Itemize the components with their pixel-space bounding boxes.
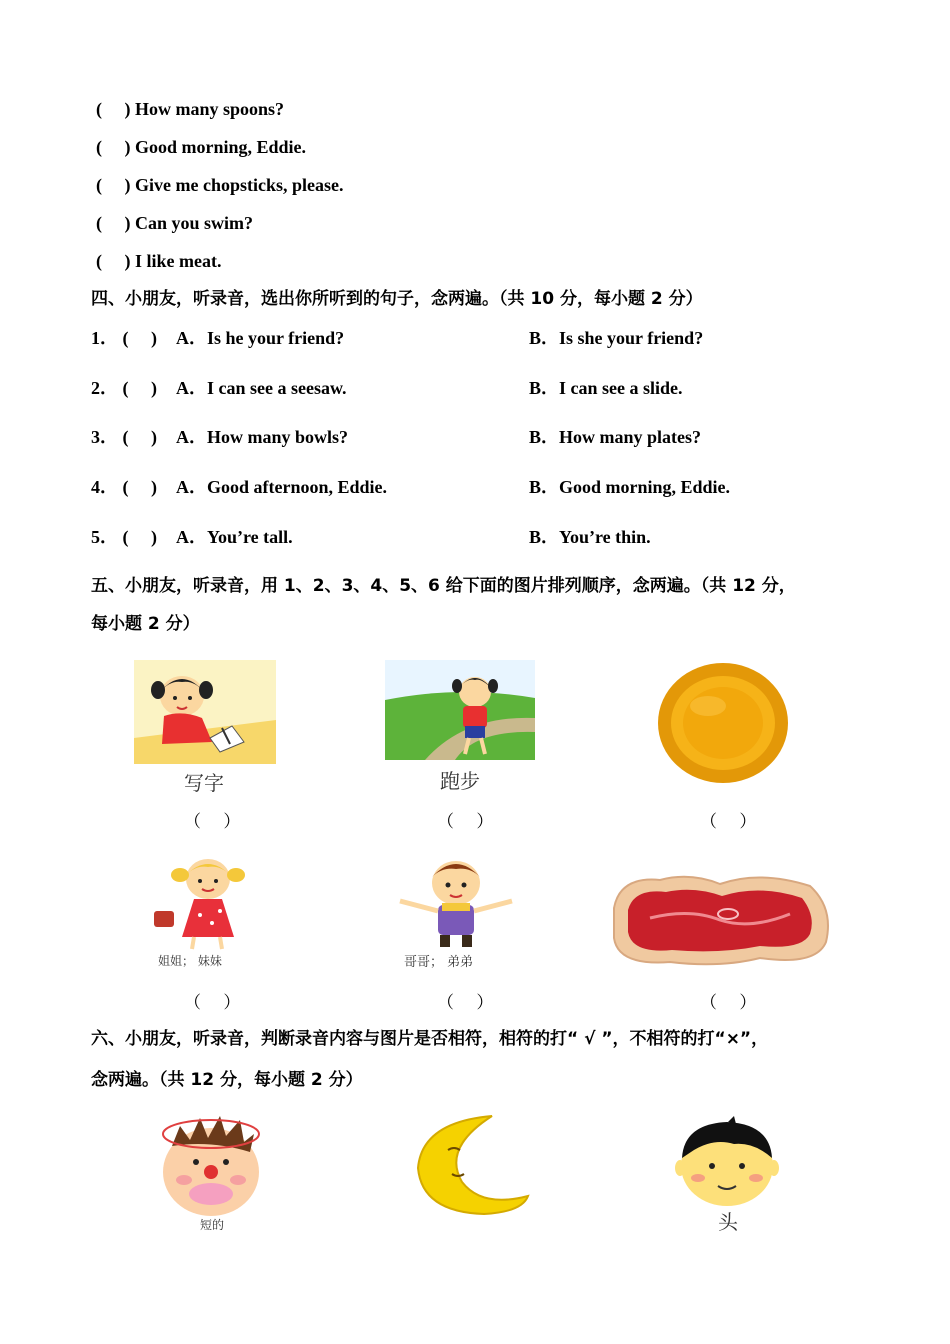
option-a: A．Is he your friend? (176, 328, 345, 348)
question-number: 4． (91, 477, 118, 497)
item-text: Give me chopsticks, please. (135, 175, 344, 195)
caption-head: 头 (718, 1210, 738, 1234)
short-hair-face-picture (158, 1112, 264, 1218)
option-a: A．How many bowls? (176, 427, 349, 447)
question-number: 2． (91, 378, 118, 398)
list-item (96, 250, 221, 272)
item-text: Good morning, Eddie. (135, 137, 307, 157)
order-blank[interactable]: （ ） (700, 812, 757, 832)
answer-blank[interactable]: ( ) (96, 251, 131, 271)
answer-blank[interactable]: ( ) (122, 328, 157, 348)
option-a: A．You’re tall. (176, 527, 293, 547)
section6-title-cont: 念两遍。（共 12 分，每小题 2 分） (91, 1070, 363, 1090)
section5-title: 五、小朋友，听录音，用 1、2、3、4、5、6 给下面的图片排列顺序，念两遍。（共 12 分， (91, 576, 796, 596)
head-picture (674, 1116, 780, 1208)
section4-title: 四、小朋友，听录音，选出你所听到的句子，念两遍。（共 10 分，每小题 2 分） (91, 289, 703, 309)
girl-sister-picture (150, 855, 260, 951)
item-text: How many spoons? (135, 99, 285, 119)
girl-writing-picture (134, 660, 276, 764)
caption-brothers: 哥哥； 弟弟 (404, 955, 474, 970)
option-b: B．Is she your friend? (529, 328, 704, 348)
option-b: B．I can see a slide. (529, 378, 683, 398)
plate-picture (656, 662, 790, 784)
question-number: 3． (91, 427, 118, 447)
item-text: I like meat. (135, 251, 222, 271)
item-text: Can you swim? (135, 213, 254, 233)
order-blank[interactable]: （ ） (437, 993, 494, 1013)
answer-blank[interactable]: ( ) (96, 213, 131, 233)
option-a: A．Good afternoon, Eddie. (176, 477, 388, 497)
meat-picture (610, 868, 832, 970)
order-blank[interactable]: （ ） (184, 993, 241, 1013)
caption-sisters: 姐姐； 妹妹 (158, 954, 222, 968)
caption-write: 写字 (184, 771, 224, 795)
question-number: 1． (91, 328, 118, 348)
boy-brother-picture (392, 855, 520, 951)
option-b: B．How many plates? (529, 427, 702, 447)
girl-running-picture (385, 660, 535, 760)
caption-run: 跑步 (440, 769, 480, 793)
option-b: B．You’re thin. (529, 527, 651, 547)
question-number: 5． (91, 527, 118, 547)
section6-title: 六、小朋友，听录音，判断录音内容与图片是否相符，相符的打“ √ ”，不相符的打“×”， (91, 1029, 769, 1049)
list-item (96, 136, 306, 158)
order-blank[interactable]: （ ） (437, 812, 494, 832)
answer-blank[interactable]: ( ) (96, 99, 131, 119)
list-item (96, 174, 344, 196)
moon-picture (412, 1112, 530, 1216)
answer-blank[interactable]: ( ) (122, 477, 157, 497)
order-blank[interactable]: （ ） (184, 812, 241, 832)
option-a: A．I can see a seesaw. (176, 378, 347, 398)
list-item (96, 98, 284, 120)
answer-blank[interactable]: ( ) (96, 137, 131, 157)
list-item (96, 212, 253, 234)
answer-blank[interactable]: ( ) (96, 175, 131, 195)
answer-blank[interactable]: ( ) (122, 527, 157, 547)
section5-title-cont: 每小题 2 分） (91, 614, 200, 634)
option-b: B．Good morning, Eddie. (529, 477, 731, 497)
answer-blank[interactable]: ( ) (122, 378, 157, 398)
caption-short: 短的 (200, 1218, 225, 1232)
order-blank[interactable]: （ ） (700, 993, 757, 1013)
answer-blank[interactable]: ( ) (122, 427, 157, 447)
